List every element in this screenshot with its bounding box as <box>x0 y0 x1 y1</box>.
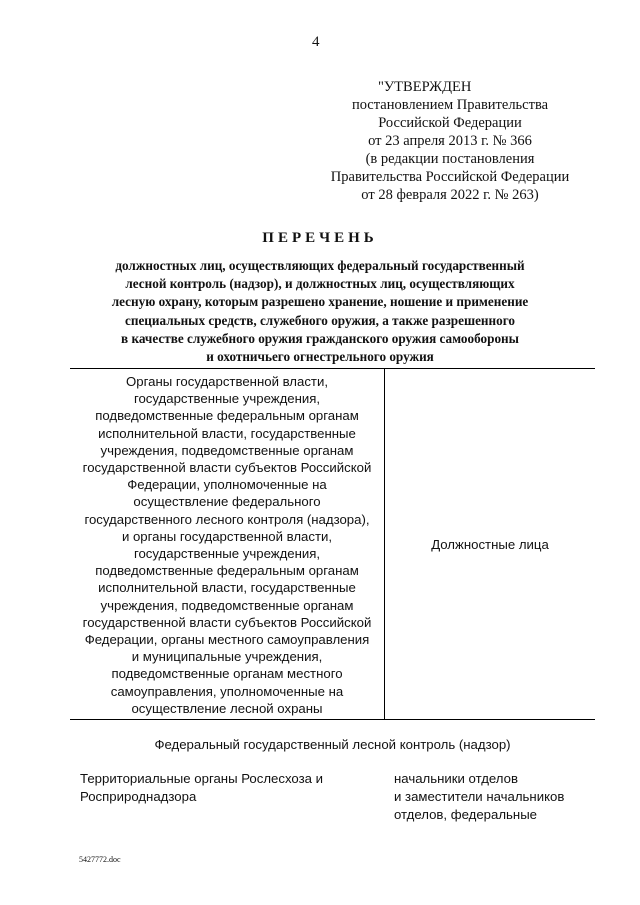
approval-line: от 23 апреля 2013 г. № 366 <box>368 133 532 149</box>
header-left-line: осуществление федерального <box>133 494 321 510</box>
file-name-footer: 5427772.doc <box>79 855 121 864</box>
header-left-line: исполнительной власти, государственные <box>98 580 356 596</box>
header-left-line: подведомственные органам местного <box>111 666 343 682</box>
header-left-line: Федерации, органы местного самоуправления <box>84 632 370 648</box>
header-left-line: самоуправления, уполномоченные на <box>110 683 344 699</box>
approval-stamp <box>300 78 600 204</box>
header-left-line: Органы государственной власти, <box>126 374 328 389</box>
header-left-line: и органы государственной власти, <box>121 528 333 544</box>
header-left-line: исполнительной власти, государственные <box>98 425 356 441</box>
document-title: ПЕРЕЧЕНЬ <box>262 230 378 246</box>
header-left-line: Федерации, уполномоченные на <box>127 477 327 493</box>
row-left-line: Территориальные органы Рослесхоза и <box>80 771 324 786</box>
subtitle-line: лесной контроль (надзор), и должностных лиц, осуществляющих <box>125 276 515 292</box>
header-left-line: государственного лесного контроля (надзора), <box>84 511 370 527</box>
header-left-line: государственной власти субъектов Российской <box>82 614 372 630</box>
table-bottom-border <box>70 719 595 720</box>
header-left-line: осуществление лесной охраны <box>131 700 323 716</box>
subtitle-line: должностных лиц, осуществляющих федеральный государственный <box>115 258 525 273</box>
section-heading: Федеральный государственный лесной контроль (надзор) <box>154 737 511 752</box>
row-left-line: Росприроднадзора <box>80 789 197 804</box>
row-officials <box>394 770 604 824</box>
header-left-line: учреждения, подведомственные органам <box>100 597 354 613</box>
header-left-line: подведомственные федеральным органам <box>95 408 359 424</box>
row-organization <box>80 770 380 806</box>
subtitle-line: специальных средств, служебного оружия, а также разрешенного <box>125 312 515 328</box>
row-right-line: начальники отделов <box>394 771 518 786</box>
subtitle-line: в качестве служебного оружия гражданского оружия самообороны <box>121 330 519 346</box>
header-left-line: государственной власти субъектов Российской <box>82 460 372 476</box>
approval-line: "УТВЕРЖДЕН <box>378 79 472 95</box>
header-left-line: подведомственные федеральным органам <box>95 563 359 579</box>
page-number: 4 <box>312 34 320 50</box>
row-right-line: и заместители начальников <box>394 789 565 804</box>
header-left-line: учреждения, подведомственные органам <box>100 442 354 458</box>
approval-line: Правительства Российской Федерации <box>330 169 570 185</box>
table-header-right: Должностные лица <box>431 537 549 552</box>
approval-line: от 28 февраля 2022 г. № 263) <box>361 187 539 203</box>
approval-line: постановлением Правительства <box>351 97 549 113</box>
header-left-line: государственные учреждения, <box>133 546 321 562</box>
header-left-line: государственные учреждения, <box>133 391 321 407</box>
approval-line: (в редакции постановления <box>365 151 535 167</box>
subtitle-line: и охотничьего огнестрельного оружия <box>206 349 434 365</box>
document-subtitle <box>40 257 600 366</box>
table-header-left <box>70 373 384 717</box>
header-left-line: и муниципальные учреждения, <box>131 649 323 665</box>
row-right-line: отделов, федеральные <box>394 807 538 822</box>
table-top-border <box>70 368 595 369</box>
approval-line: Российской Федерации <box>378 115 522 131</box>
subtitle-line: лесную охрану, которым разрешено хранение, ношение и применение <box>111 294 529 310</box>
